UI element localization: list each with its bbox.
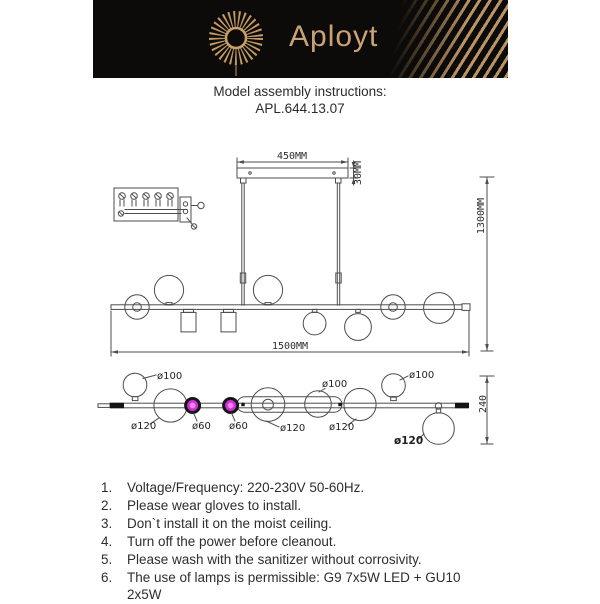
glass-ball [424,293,455,324]
glass-ball [381,295,405,319]
list-item-number: 2. [101,497,113,513]
diameter-label: ø100 [157,371,183,382]
glass-ball [344,388,376,420]
list-item-text: Please wear gloves to install. [127,497,302,513]
list-item [100,479,488,497]
page-title: Model assembly instructions: [213,84,387,99]
fixture-bar-top [110,403,468,408]
list-item-number: 5. [101,551,113,567]
dim-label-total-length: 1500MM [271,341,309,352]
list-item-number: 4. [101,533,113,549]
instructions-list [100,479,488,604]
list-item-text: The use of lamps is permissible: G9 7x5W LED + GU10 2x5W [127,569,461,603]
diameter-label: ø60 [229,421,248,432]
diameter-label: ø100 [409,370,435,381]
glass-ball [305,391,332,418]
glass-ball [382,374,406,398]
list-item-text: Turn off the power before cleanout. [127,533,337,549]
list-item [100,497,488,515]
dim-label-canopy-width: 450MM [276,151,308,162]
bar-end-cap [110,403,124,408]
fixture-bar-side [111,305,462,310]
dim-label-canopy-thickness: 30MM [353,160,364,186]
glass-ball [125,295,149,319]
list-item-text: Voltage/Frequency: 220-230V 50-60Hz. [127,480,365,495]
glass-ball [253,275,282,304]
glass-ball [345,314,372,341]
model-number: APL.644.13.07 [255,100,345,116]
side-view-drawing [111,275,470,340]
ring-terminal [198,202,204,208]
list-item [100,515,488,533]
list-item [100,533,488,551]
diameter-label: ø60 [192,421,211,432]
diameter-label: ø120 [280,423,306,434]
glass-ball [154,389,187,422]
list-item [100,551,488,569]
diameter-label: ø120 [131,421,157,432]
list-item [100,569,488,604]
dim-label-hang-height: 1300MM [476,197,487,235]
center-housing [237,397,342,412]
glass-ball [123,373,147,397]
brand-logo-text: Aployt [289,20,379,53]
cylinder-shade [181,312,196,332]
list-item-number: 1. [101,480,113,495]
diameter-label: ø120 [394,435,424,447]
wiring-diagram [114,188,204,229]
glass-ball [154,275,183,304]
suspension-rods [240,183,341,305]
diameter-label: ø120 [329,422,355,433]
glass-ball [303,312,326,335]
list-item-number: 6. [101,569,113,585]
bar-end-cap [455,403,469,408]
glass-ball [251,388,285,422]
list-item-number: 3. [101,515,113,531]
list-item-text: Please wash with the sanitizer without corrosivity. [127,551,422,567]
ceiling-plate-drawing [237,168,348,183]
glass-ball [423,413,455,445]
list-item-text: Don`t install it on the moist ceiling. [127,515,332,531]
dim-label-fixture-height: 240 [478,394,489,414]
cylinder-shade [221,312,236,332]
diameter-label: ø100 [322,379,348,390]
